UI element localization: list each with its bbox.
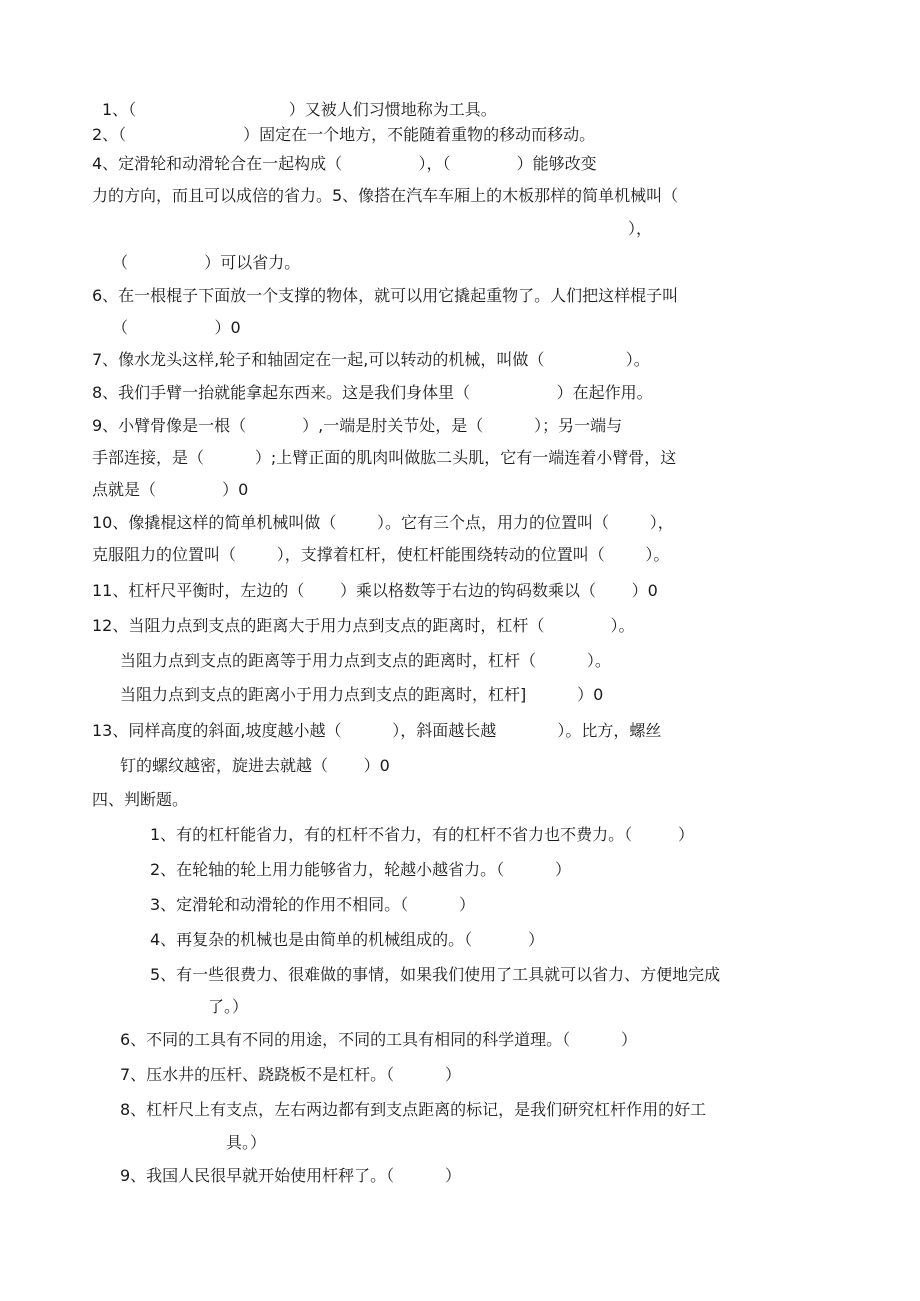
text-line: 12、当阻力点到支点的距离大于用力点到支点的距离时，杠杆（ ）。 [92, 616, 635, 635]
text-line: 了。） [208, 997, 249, 1016]
text-line: 手部连接，是（ ）;上臂正面的肌肉叫做肱二头肌，它有一端连着小臂骨，这 [92, 448, 677, 467]
text-line: 9、我国人民很早就开始使用杆秤了。（ ） [120, 1166, 462, 1185]
text-line: 克服阻力的位置叫（ ），支撑着杠杆，使杠杆能围绕转动的位置叫（ ）。 [92, 545, 670, 564]
text-line: 6、不同的工具有不同的用途，不同的工具有相同的科学道理。（ ） [120, 1030, 638, 1049]
text-line: 2、在轮轴的轮上用力能够省力，轮越小越省力。（ ） [150, 860, 572, 879]
text-line: 10、像撬棍这样的简单机械叫做（ ）。它有三个点，用力的位置叫（ ）， [92, 513, 674, 532]
text-line: 7、像水龙头这样,轮子和轴固定在一起,可以转动的机械，叫做（ ）。 [92, 350, 650, 369]
text-line: 1、有的杠杆能省力，有的杠杆不省力，有的杠杆不省力也不费力。（ ） [150, 825, 694, 844]
text-line: 具。） [226, 1133, 267, 1152]
text-line: 13、同样高度的斜面,坡度越小越（ ），斜面越长越 ）。比方，螺丝 [92, 721, 662, 740]
text-line: 8、我们手臂一抬就能拿起东西来。这是我们身体里（ ）在起作用。 [92, 383, 653, 402]
text-line: 6、在一根棍子下面放一个支撑的物体，就可以用它撬起重物了。人们把这样棍子叫 [92, 286, 679, 305]
text-line: （ ）0 [112, 318, 241, 337]
text-line: 7、压水井的压杆、跷跷板不是杠杆。（ ） [120, 1065, 462, 1084]
text-line: 1、（ ）又被人们习惯地称为工具。 [102, 100, 497, 119]
text-line: （ ）可以省力。 [112, 253, 301, 272]
text-line: 9、小臂骨像是一根（ ）,一端是肘关节处，是（ ）；另一端与 [92, 416, 623, 435]
text-line: 当阻力点到支点的距离等于用力点到支点的距离时，杠杆（ ）。 [120, 651, 611, 670]
text-line: 点就是（ ）0 [92, 480, 249, 499]
text-line: 5、有一些很费力、很难做的事情，如果我们使用了工具就可以省力、方便地完成 [150, 965, 721, 984]
text-line: 2、（ ）固定在一个地方，不能随着重物的移动而移动。 [92, 125, 596, 144]
text-line: 力的方向，而且可以成倍的省力。5、像搭在汽车车厢上的木板那样的简单机械叫（ [92, 186, 679, 205]
section-heading: 四、判断题。 [92, 790, 189, 809]
text-line: ）， [628, 219, 653, 238]
text-line: 3、定滑轮和动滑轮的作用不相同。（ ） [150, 895, 476, 914]
text-line: 当阻力点到支点的距离小于用力点到支点的距离时，杠杆] ）0 [120, 685, 604, 704]
text-line: 4、再复杂的机械也是由简单的机械组成的。（ ） [150, 930, 545, 949]
text-line: 11、杠杆尺平衡时，左边的（ ）乘以格数等于右边的钩码数乘以（ ）0 [92, 581, 658, 600]
text-line: 8、杠杆尺上有支点，左右两边都有到支点距离的标记，是我们研究杠杆作用的好工 [120, 1100, 707, 1119]
text-line: 钉的螺纹越密，旋进去就越（ ）0 [120, 756, 390, 775]
text-line: 4、定滑轮和动滑轮合在一起构成（ ），（ ）能够改变 [92, 154, 597, 173]
